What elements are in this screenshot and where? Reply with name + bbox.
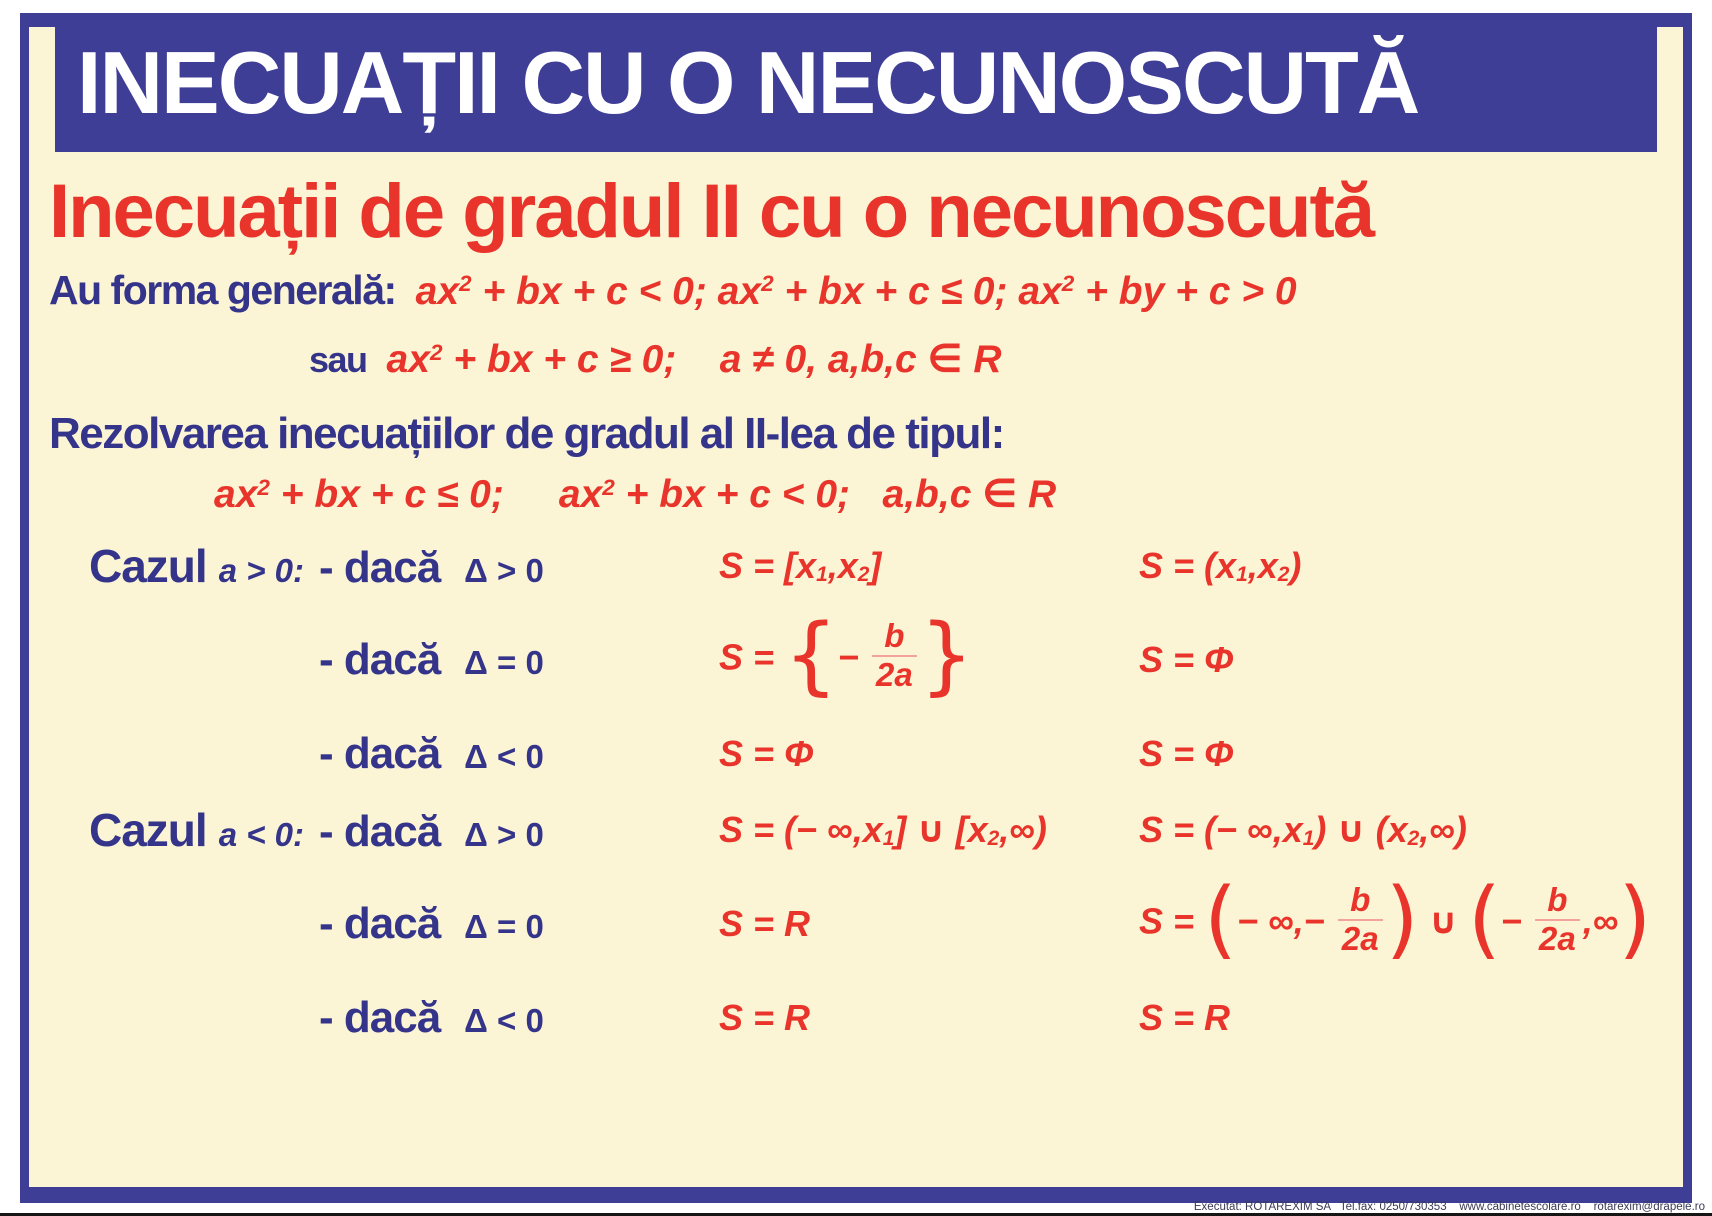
solution-set-formula: S = {− $\frac{b}{2a}$ } [719, 604, 974, 704]
solution-set-formula: S = (− ∞,− $\frac{b}{2a}$ ) ∪ (− $\frac{b}{2a}$ ,∞) [1139, 868, 1652, 968]
solution-set-formula: S = Φ [1139, 733, 1234, 775]
solution-set-formula: S = Φ [719, 733, 814, 775]
sau-label: sau [309, 339, 367, 381]
solution-set-formula: S = (− $\infty,x_1$] ∪ $[x_2,\infty)$ [719, 809, 1047, 851]
delta-condition: Δ > 0 [464, 552, 544, 590]
case-row-a-neg-delta-neg [49, 980, 1663, 1056]
solution-set-formula: $S = [x_1,x_2]$ [719, 545, 882, 587]
sau-formula: $ax^2$ + bx + c ≥ 0; a ≠ 0, a,b,c ∈ R [386, 338, 1002, 382]
solution-set-formula: S = Φ [1139, 639, 1234, 681]
case-condition-cell [89, 729, 719, 779]
case-label: Cazul [89, 540, 207, 593]
sau-line [309, 338, 1663, 383]
solution-nonstrict-cell [719, 903, 1139, 944]
solution-nonstrict-cell [719, 733, 1139, 774]
solution-nonstrict-cell [719, 809, 1139, 850]
daca-label: - dacă [319, 543, 441, 593]
case-row-a-pos-delta-pos [49, 528, 1663, 604]
daca-label: - dacă [319, 899, 441, 949]
solution-strict-cell [1139, 809, 1663, 850]
rezolvare-heading-line [49, 409, 1663, 459]
solution-strict-cell [1139, 639, 1663, 680]
daca-label: - dacă [319, 993, 441, 1043]
poster-frame [20, 13, 1692, 1187]
poster-content [29, 27, 1683, 1187]
case-condition-cell [89, 993, 719, 1043]
general-form-formula: $ax^2$ + bx + c < 0; $ax^2$ + bx + c ≤ 0; $ax^2$ + by + c > 0 [415, 269, 1297, 313]
rezolvare-heading: Rezolvarea inecuațiilor de gradul al II-lea de tipul: [49, 409, 1004, 459]
solution-set-formula: S = R [719, 903, 811, 945]
publisher-footer-note: Executat: ROTAREXIM SA Tel.fax: 0250/730353 www.cabinetescolare.ro rotarexim@drapele.ro [1193, 1201, 1705, 1213]
delta-condition: Δ < 0 [464, 738, 544, 776]
tipul-formula-line [214, 473, 1663, 518]
delta-condition: Δ < 0 [464, 1002, 544, 1040]
daca-label: - dacă [319, 635, 441, 685]
case-label-group [89, 803, 319, 857]
case-row-a-neg-delta-zero [49, 868, 1663, 980]
header-bar [55, 13, 1657, 152]
poster-title: INECUAȚII CU O NECUNOSCUTĂ [77, 32, 1419, 132]
case-row-a-pos-delta-neg [49, 716, 1663, 792]
case-condition-cell [89, 635, 719, 685]
solution-strict-cell [1139, 868, 1663, 968]
delta-condition: Δ = 0 [464, 644, 544, 682]
case-label: Cazul [89, 804, 207, 857]
case-row-a-pos-delta-zero [49, 604, 1663, 716]
daca-label: - dacă [319, 807, 441, 857]
case-a-condition: a > 0: [218, 552, 304, 590]
case-row-a-neg-delta-pos [49, 792, 1663, 868]
tipul-formula-left: $ax^2$ + bx + c ≤ 0; [214, 473, 504, 517]
solution-set-formula: $S = (x_1,x_2)$ [1139, 545, 1302, 587]
general-form-label: Au forma generală: [49, 266, 396, 313]
solution-set-formula: S = R [1139, 997, 1231, 1039]
general-form-line [49, 267, 1663, 315]
poster-subtitle: Inecuații de gradul II cu o necunoscută [49, 169, 1374, 254]
solution-set-formula: S = (− $\infty,x_1$) ∪ $(x_2,\infty)$ [1139, 809, 1467, 851]
solution-strict-cell [1139, 545, 1663, 586]
delta-condition: Δ = 0 [464, 908, 544, 946]
solution-nonstrict-cell [719, 997, 1139, 1038]
cases-table [49, 528, 1663, 1056]
solution-strict-cell [1139, 997, 1663, 1038]
solution-nonstrict-cell [719, 604, 1139, 704]
case-condition-cell [89, 539, 719, 593]
tipul-formula-right: $ax^2$ + bx + c < 0; a,b,c ∈ R [558, 473, 1057, 517]
solution-nonstrict-cell [719, 545, 1139, 586]
case-label-group [89, 539, 319, 593]
solution-strict-cell [1139, 733, 1663, 774]
delta-condition: Δ > 0 [464, 816, 544, 854]
case-condition-cell [89, 899, 719, 949]
solution-set-formula: S = R [719, 997, 811, 1039]
case-a-condition: a < 0: [218, 816, 304, 854]
daca-label: - dacă [319, 729, 441, 779]
case-condition-cell [89, 803, 719, 857]
